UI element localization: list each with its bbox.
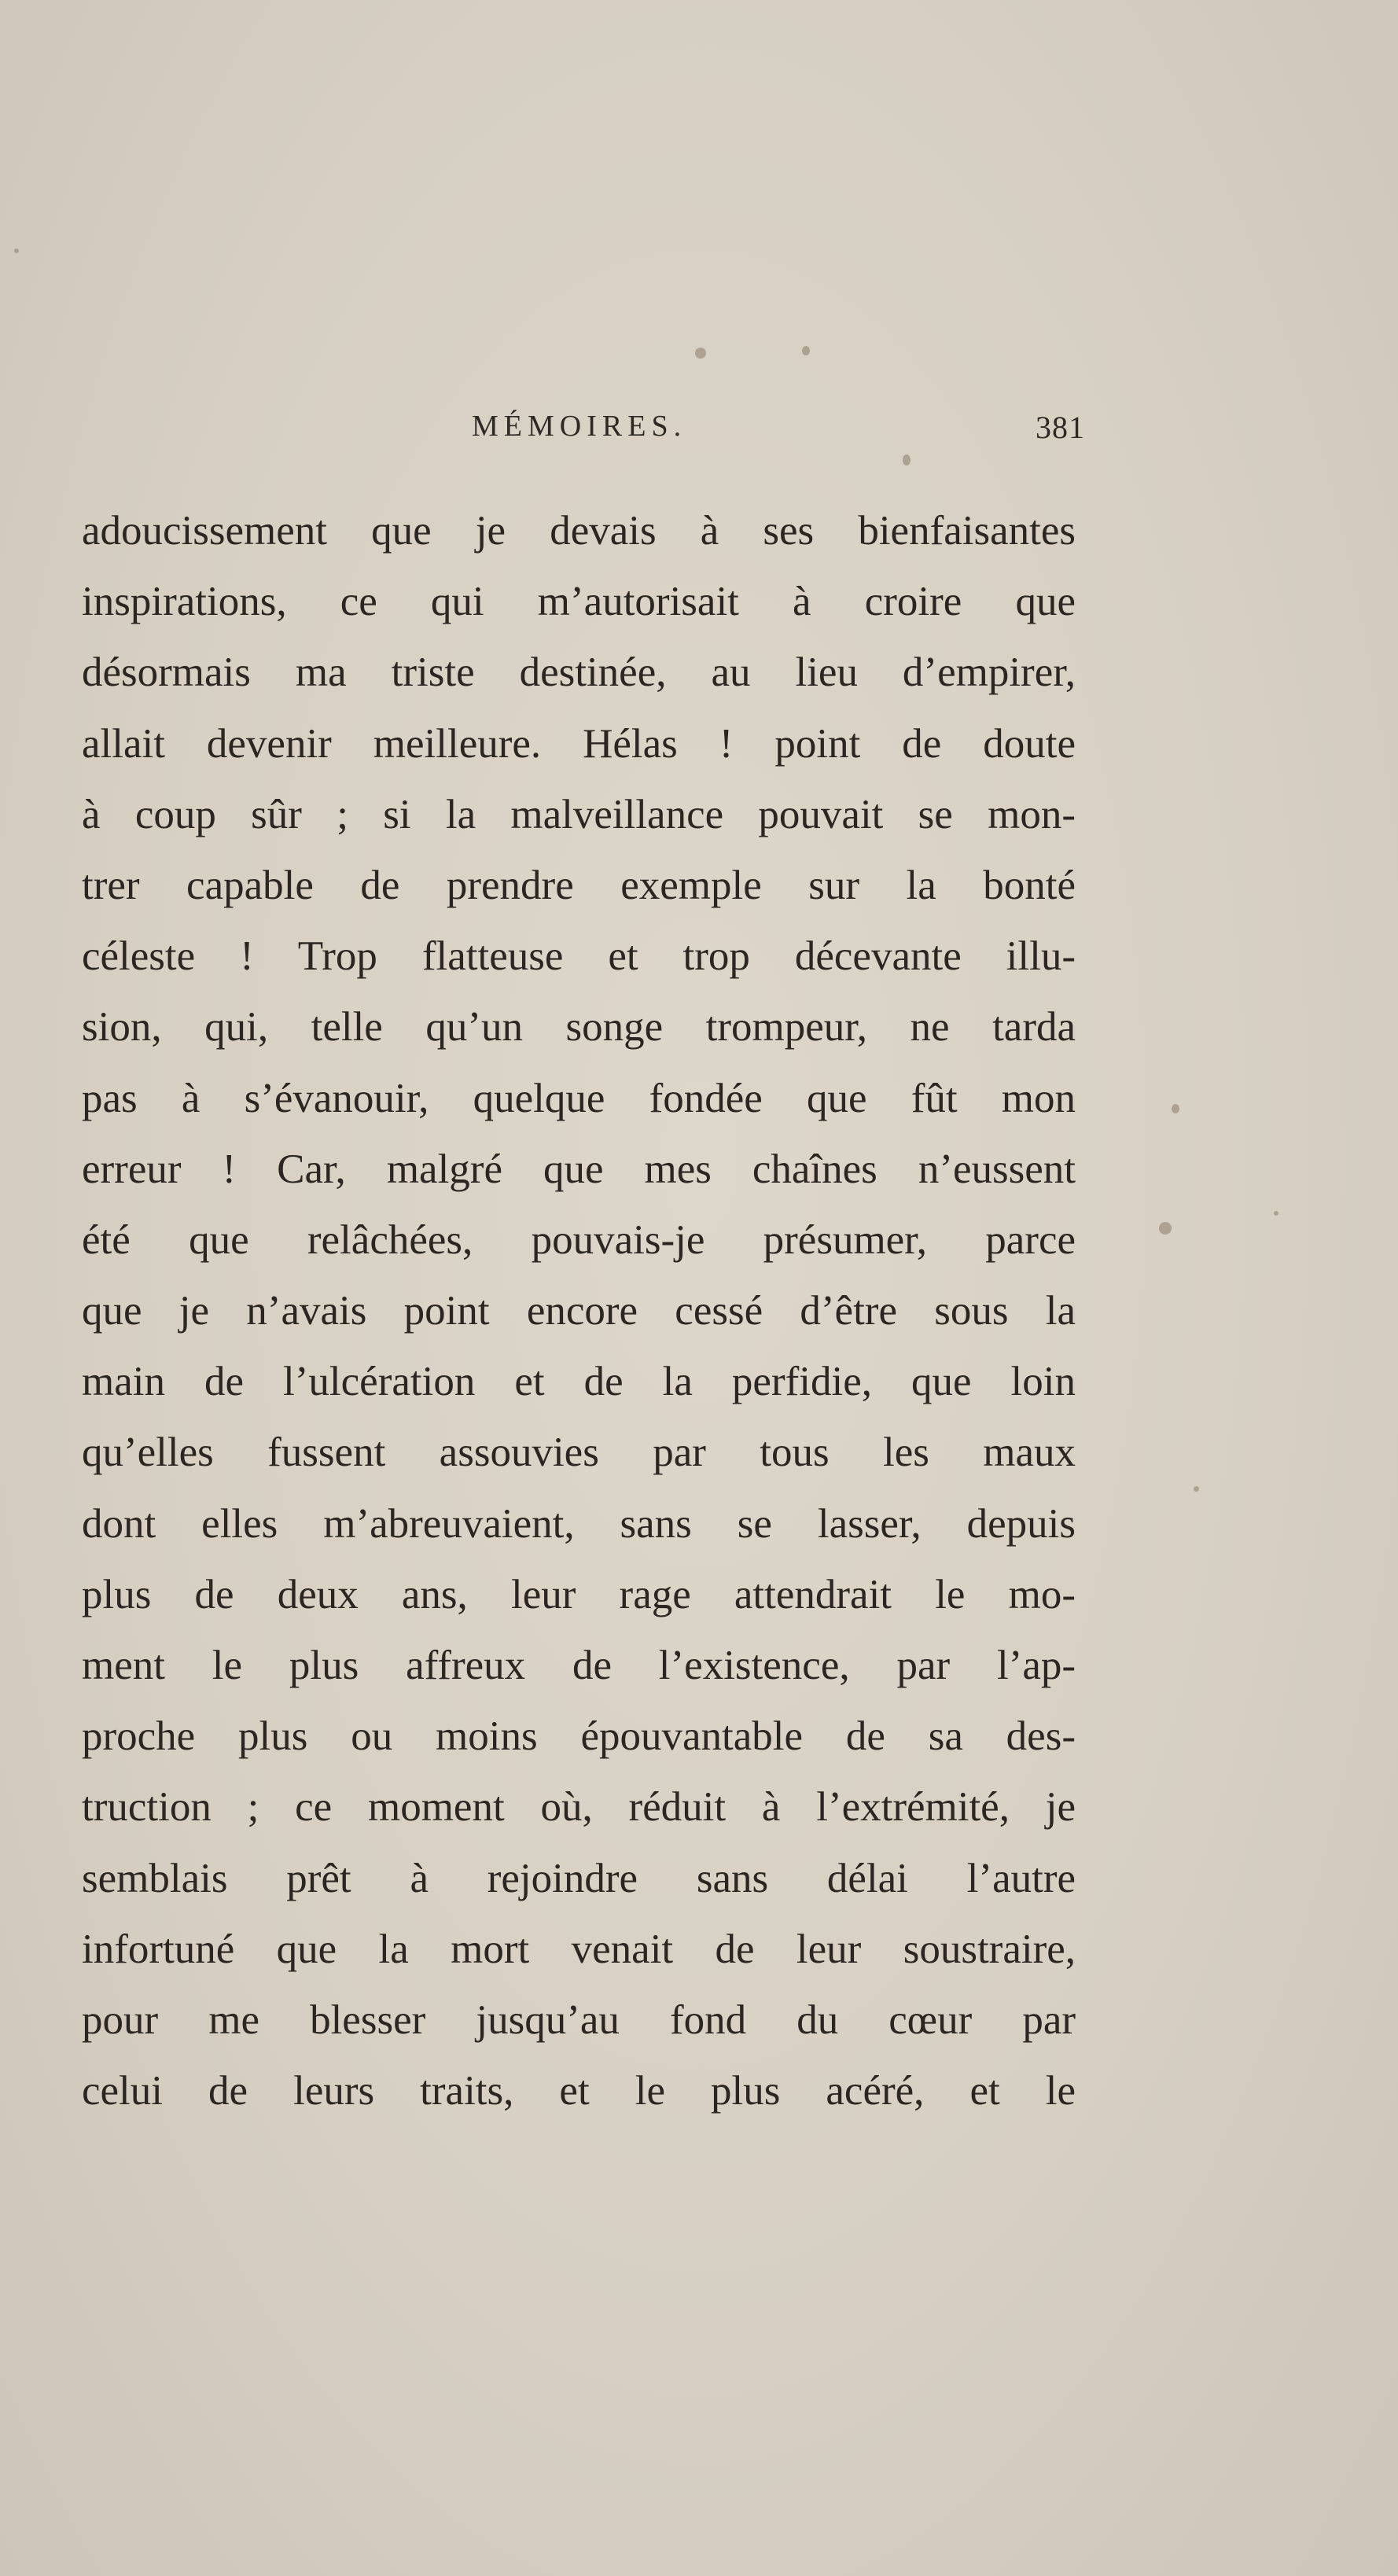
text-line: plus de deux ans, leur rage attendrait le mo- xyxy=(82,1571,1076,1617)
text-line: été que relâchées, pouvais-je présumer, parce xyxy=(82,1216,1076,1263)
text-line: qu’elles fussent assouvies par tous les maux xyxy=(82,1430,1076,1476)
text-line: main de l’ulcération et de la perfidie, que loin xyxy=(82,1359,1076,1405)
text-line: celui de leurs traits, et le plus acéré, et le xyxy=(82,2068,1076,2114)
text-line: semblais prêt à rejoindre sans délai l’autre xyxy=(82,1855,1076,1901)
text-line: allait devenir meilleure. Hélas ! point de doute xyxy=(82,720,1076,767)
page-number: 381 xyxy=(1036,410,1085,445)
text-line: dont elles m’abreuvaient, sans se lasser, depuis xyxy=(82,1500,1076,1547)
text-line: infortuné que la mort venait de leur soustraire, xyxy=(82,1926,1076,1972)
text-line: désormais ma triste destinée, au lieu d’empirer, xyxy=(82,650,1076,696)
text-line: pour me blesser jusqu’au fond du cœur par xyxy=(82,1996,1076,2043)
text-line: à coup sûr ; si la malveillance pouvait se mon- xyxy=(82,791,1076,837)
paper-speck xyxy=(1274,1211,1278,1216)
text-line: proche plus ou moins épouvantable de sa des- xyxy=(82,1713,1076,1760)
text-line: que je n’avais point encore cessé d’être sous la xyxy=(82,1288,1076,1334)
body-text xyxy=(82,495,1076,2126)
text-line: trer capable de prendre exemple sur la bonté xyxy=(82,862,1076,908)
paper-speck xyxy=(1159,1222,1172,1235)
text-line: inspirations, ce qui m’autorisait à croire que xyxy=(82,579,1076,625)
text-line: pas à s’évanouir, quelque fondée que fût mon xyxy=(82,1075,1076,1121)
text-line: sion, qui, telle qu’un songe trompeur, ne tarda xyxy=(82,1004,1076,1051)
paper-speck xyxy=(1194,1486,1199,1492)
text-line: truction ; ce moment où, réduit à l’extrémité, je xyxy=(82,1784,1076,1831)
text-line: céleste ! Trop flatteuse et trop décevante illu- xyxy=(82,933,1076,980)
paper-speck xyxy=(802,346,810,355)
text-line: ment le plus affreux de l’existence, par l’ap- xyxy=(82,1643,1076,1688)
paper-speck xyxy=(903,454,911,466)
paper-speck xyxy=(1172,1104,1179,1113)
running-title: MÉMOIRES. xyxy=(472,410,687,443)
text-line: adoucissement que je devais à ses bienfaisantes xyxy=(82,508,1076,554)
paper-speck xyxy=(14,248,19,253)
paper-speck xyxy=(695,348,706,359)
running-head xyxy=(472,409,1085,456)
text-line: erreur ! Car, malgré que mes chaînes n’eussent xyxy=(82,1146,1076,1192)
